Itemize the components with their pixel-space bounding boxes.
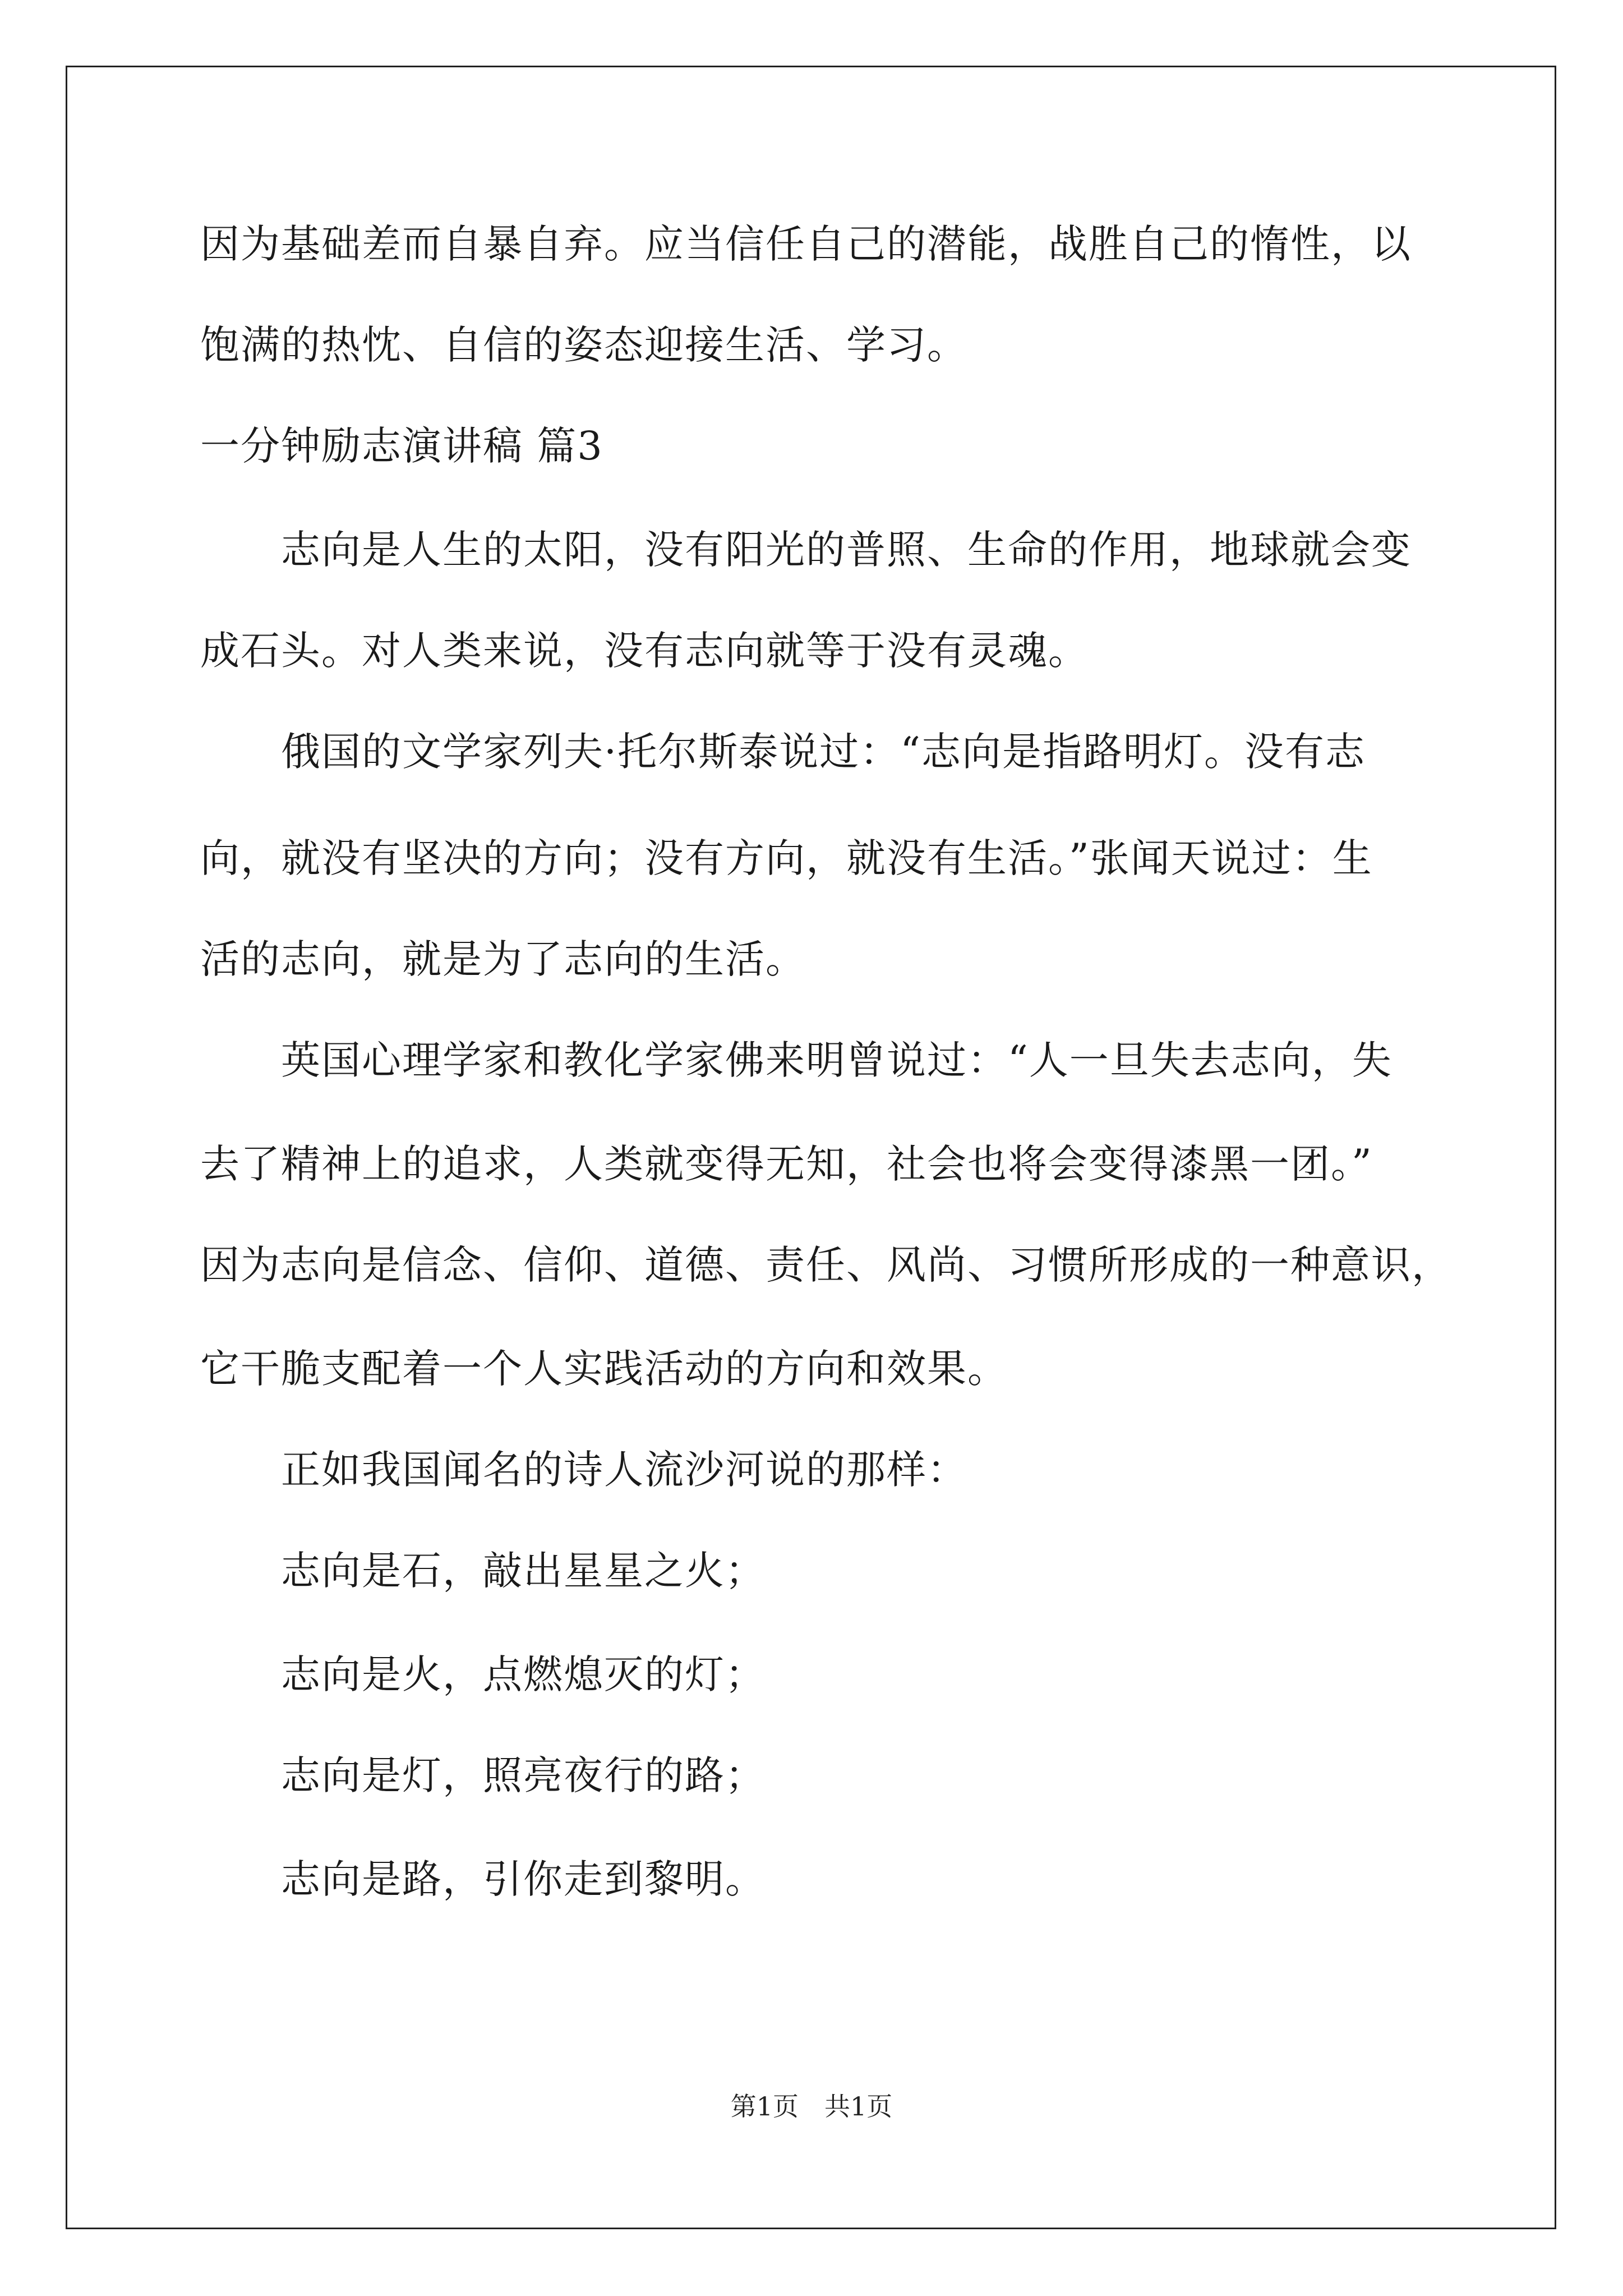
poem-line: 志向是火，点燃熄灭的灯；	[281, 1651, 766, 1697]
paragraph-line: 饱满的热忱、自信的姿态迎接生活、学习。	[200, 322, 967, 368]
paragraph-line: 正如我国闻名的诗人流沙河说的那样：	[281, 1447, 967, 1493]
paragraph-line: 成石头。对人类来说，没有志向就等于没有灵魂。	[200, 628, 1089, 674]
paragraph-line: 英国心理学家和教化学家佛来明曾说过：“人一旦失去志向，失	[281, 1037, 1393, 1083]
paragraph-line: 俄国的文学家列夫·托尔斯泰说过：“志向是指路明灯。没有志	[281, 729, 1366, 775]
section-heading: 一分钟励志演讲稿 篇3	[200, 423, 603, 469]
poem-line: 志向是路，引你走到黎明。	[281, 1856, 766, 1902]
poem-line: 志向是石，敲出星星之火；	[281, 1548, 766, 1594]
paragraph-line: 它干脆支配着一个人实践活动的方向和效果。	[200, 1346, 1008, 1392]
poem-line: 志向是灯，照亮夜行的路；	[281, 1752, 766, 1798]
paragraph-line: 去了精神上的追求，人类就变得无知，社会也将会变得漆黑一团。”	[200, 1141, 1373, 1187]
paragraph-line: 因为基础差而自暴自弃。应当信任自己的潜能，战胜自己的惰性，以	[200, 221, 1412, 267]
paragraph-line: 向，就没有坚决的方向；没有方向，就没有生活。”张闻天说过：生	[200, 835, 1373, 881]
paragraph-line: 志向是人生的太阳，没有阳光的普照、生命的作用，地球就会变	[281, 527, 1412, 573]
page-footer: 第1页 共1页	[730, 2091, 893, 2122]
paragraph-line: 活的志向，就是为了志向的生活。	[200, 936, 806, 982]
paragraph-line: 因为志向是信念、信仰、道德、责任、风尚、习惯所形成的一种意识，	[200, 1242, 1452, 1288]
